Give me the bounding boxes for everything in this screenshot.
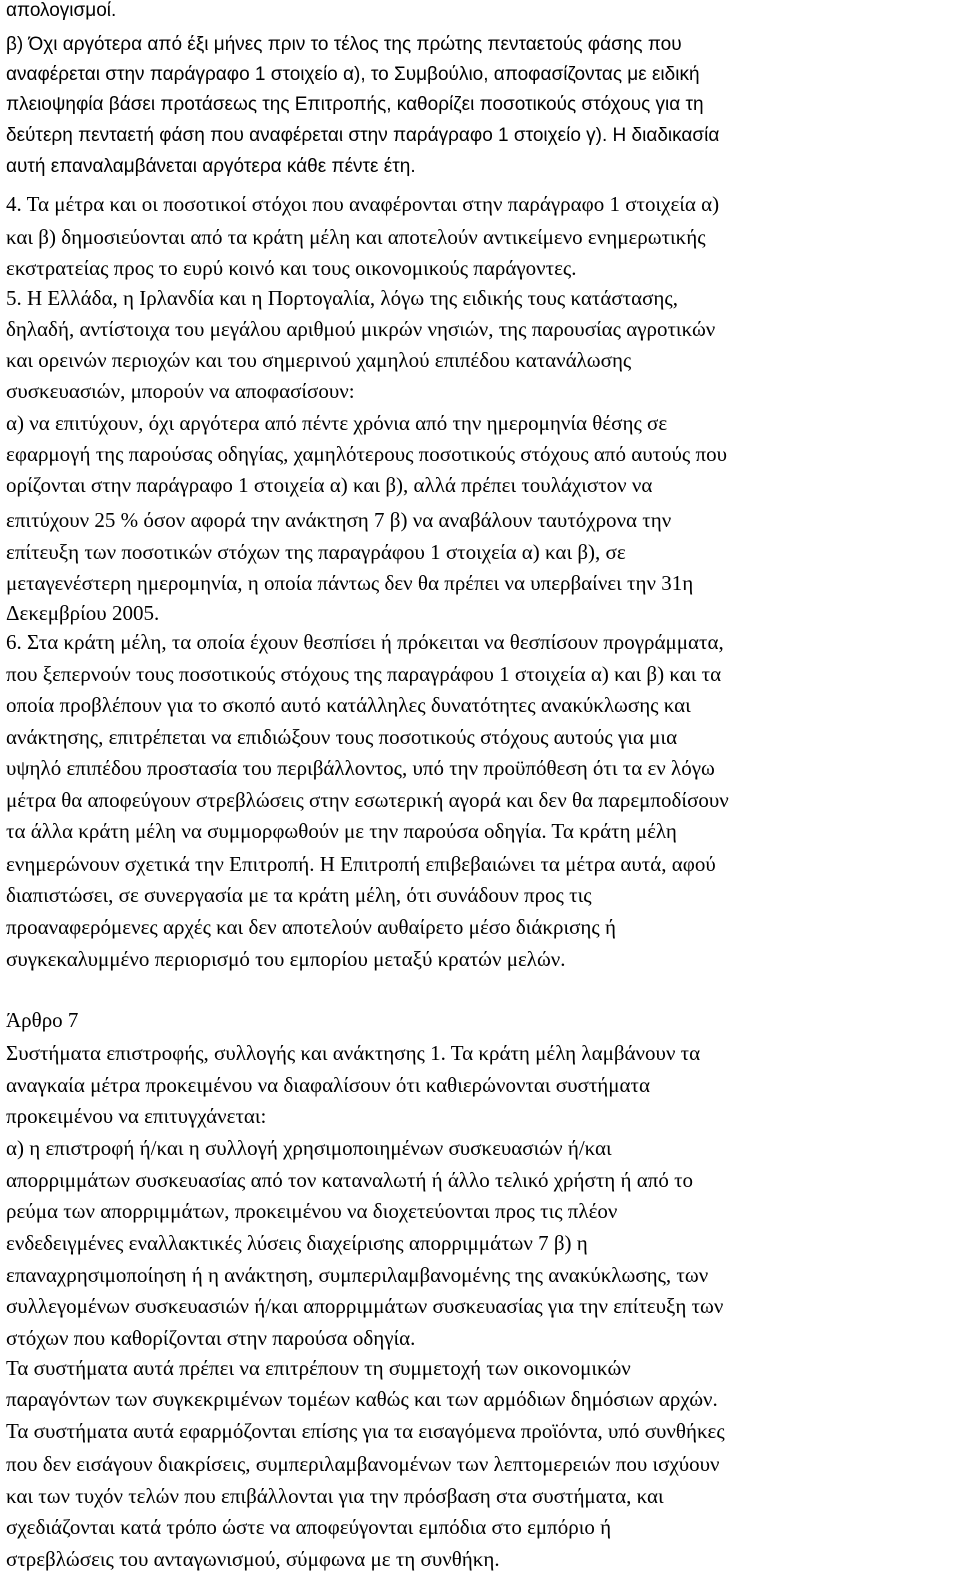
- text-line: εφαρμογή της παρούσας οδηγίας, χαμηλότερους ποσοτικούς στόχους από αυτούς που: [6, 442, 727, 466]
- text-line: ορίζονται στην παράγραφο 1 στοιχεία α) και β), αλλά πρέπει τουλάχιστον να: [6, 473, 653, 497]
- text-line: δεύτερη πενταετή φάση που αναφέρεται στην παράγραφο 1 στοιχείο γ). Η διαδικασία: [6, 125, 720, 146]
- text-line: α) η επιστροφή ή/και η συλλογή χρησιμοποιημένων συσκευασιών ή/και: [6, 1136, 612, 1160]
- text-line: συλλεγομένων συσκευασιών ή/και απορριμμάτων συσκευασίας για την επίτευξη των: [6, 1294, 724, 1318]
- text-line: πλειοψηφία βάσει προτάσεως της Επιτροπής, καθορίζει ποσοτικούς στόχους για τη: [6, 94, 704, 115]
- text-line: αυτή επαναλαμβάνεται αργότερα κάθε πέντε έτη.: [6, 156, 416, 177]
- text-line: στρεβλώσεις του ανταγωνισμού, σύμφωνα με τη συνθήκη.: [6, 1547, 500, 1571]
- text-line: οποία προβλέπουν για το σκοπό αυτό κατάλληλες δυνατότητες ανακύκλωσης και: [6, 693, 691, 717]
- text-line: και των τυχόν τελών που επιβάλλονται για την πρόσβαση στα συστήματα, και: [6, 1484, 664, 1508]
- text-line: προαναφερόμενες αρχές και δεν αποτελούν αυθαίρετο μέσο διάκρισης ή: [6, 915, 616, 939]
- text-line: Τα συστήματα αυτά πρέπει να επιτρέπουν τη συμμετοχή των οικονομικών: [6, 1356, 631, 1380]
- text-line: επίτευξη των ποσοτικών στόχων της παραγράφου 1 στοιχεία α) και β), σε: [6, 540, 626, 564]
- text-line: παραγόντων των συγκεκριμένων τομέων καθώς και των αρμόδιων δημόσιων αρχών.: [6, 1387, 718, 1411]
- text-line: Τα συστήματα αυτά εφαρμόζονται επίσης για τα εισαγόμενα προϊόντα, υπό συνθήκες: [6, 1419, 725, 1443]
- text-line: διαπιστώσει, σε συνεργασία με τα κράτη μέλη, ότι συνάδουν προς τις: [6, 883, 592, 907]
- text-line: 6. Στα κράτη μέλη, τα οποία έχουν θεσπίσει ή πρόκειται να θεσπίσουν προγράμματα,: [6, 630, 724, 654]
- text-line: απορριμμάτων συσκευασίας από τον καταναλωτή ή άλλο τελικό χρήστη ή από το: [6, 1168, 694, 1192]
- text-line: ρεύμα των απορριμμάτων, προκειμένου να διοχετεύονται προς τις πλέον: [6, 1199, 618, 1223]
- text-line: εκστρατείας προς το ευρύ κοινό και τους οικονομικούς παράγοντες.: [6, 256, 577, 280]
- text-line: συσκευασιών, μπορούν να αποφασίσουν:: [6, 379, 355, 403]
- text-line: συγκεκαλυμμένο περιορισμό του εμπορίου μεταξύ κρατών μελών.: [6, 947, 566, 971]
- text-line: που ξεπερνούν τους ποσοτικούς στόχους της παραγράφου 1 στοιχεία α) και β) και τα: [6, 662, 722, 686]
- text-line: υψηλό επιπέδου προστασία του περιβάλλοντος, υπό την προϋπόθεση ότι τα εν λόγω: [6, 756, 715, 780]
- text-line: ενδεδειγμένες εναλλακτικές λύσεις διαχείρισης απορριμμάτων 7 β) η: [6, 1231, 588, 1255]
- text-line: μεταγενέστερη ημερομηνία, η οποία πάντως δεν θα πρέπει να υπερβαίνει την 31η: [6, 571, 694, 595]
- text-line: β) Όχι αργότερα από έξι μήνες πριν το τέλος της πρώτης πενταετούς φάσης που: [6, 34, 682, 55]
- text-line: σχεδιάζονται κατά τρόπο ώστε να αποφεύγονται εμπόδια στο εμπόριο ή: [6, 1515, 612, 1539]
- text-line: α) να επιτύχουν, όχι αργότερα από πέντε χρόνια από την ημερομηνία θέσης σε: [6, 411, 668, 435]
- text-line: 5. Η Ελλάδα, η Ιρλανδία και η Πορτογαλία, λόγω της ειδικής τους κατάστασης,: [6, 286, 678, 310]
- text-line: και β) δημοσιεύονται από τα κράτη μέλη και αποτελούν αντικείμενο ενημερωτικής: [6, 225, 706, 249]
- text-line: αναφέρεται στην παράγραφο 1 στοιχείο α), το Συμβούλιο, αποφασίζοντας με ειδική: [6, 64, 700, 85]
- text-line: Δεκεμβρίου 2005.: [6, 601, 160, 625]
- article-heading: Άρθρο 7: [6, 1008, 79, 1032]
- text-line: δηλαδή, αντίστοιχα του μεγάλου αριθμού μικρών νησιών, της παρουσίας αγροτικών: [6, 317, 716, 341]
- text-line: απολογισμοί.: [6, 0, 117, 21]
- text-line: που δεν εισάγουν διακρίσεις, συμπεριλαμβανομένων των λεπτομερειών που ισχύουν: [6, 1452, 720, 1476]
- text-line: τα άλλα κράτη μέλη να συμμορφωθούν με την παρούσα οδηγία. Τα κράτη μέλη: [6, 819, 677, 843]
- text-line: επιτύχουν 25 % όσον αφορά την ανάκτηση 7 β) να αναβάλουν ταυτόχρονα την: [6, 508, 672, 532]
- text-line: στόχων που καθορίζονται στην παρούσα οδηγία.: [6, 1326, 416, 1350]
- text-line: και ορεινών περιοχών και του σημερινού χαμηλού επιπέδου κατανάλωσης: [6, 348, 632, 372]
- text-line: προκειμένου να επιτυγχάνεται:: [6, 1104, 267, 1128]
- text-line: αναγκαία μέτρα προκειμένου να διαφαλίσουν ότι καθιερώνονται συστήματα: [6, 1073, 650, 1097]
- text-line: επαναχρησιμοποίηση ή η ανάκτηση, συμπεριλαμβανομένης της ανακύκλωσης, των: [6, 1263, 709, 1287]
- text-line: ανάκτησης, επιτρέπεται να επιδιώξουν τους ποσοτικούς στόχους αυτούς για μια: [6, 725, 678, 749]
- text-line: μέτρα θα αποφεύγουν στρεβλώσεις στην εσωτερική αγορά και δεν θα παρεμποδίσουν: [6, 788, 729, 812]
- text-line: 4. Τα μέτρα και οι ποσοτικοί στόχοι που αναφέρονται στην παράγραφο 1 στοιχεία α): [6, 192, 720, 216]
- text-line: Συστήματα επιστροφής, συλλογής και ανάκτησης 1. Τα κράτη μέλη λαμβάνουν τα: [6, 1041, 701, 1065]
- text-line: ενημερώνουν σχετικά την Επιτροπή. Η Επιτροπή επιβεβαιώνει τα μέτρα αυτά, αφού: [6, 852, 716, 876]
